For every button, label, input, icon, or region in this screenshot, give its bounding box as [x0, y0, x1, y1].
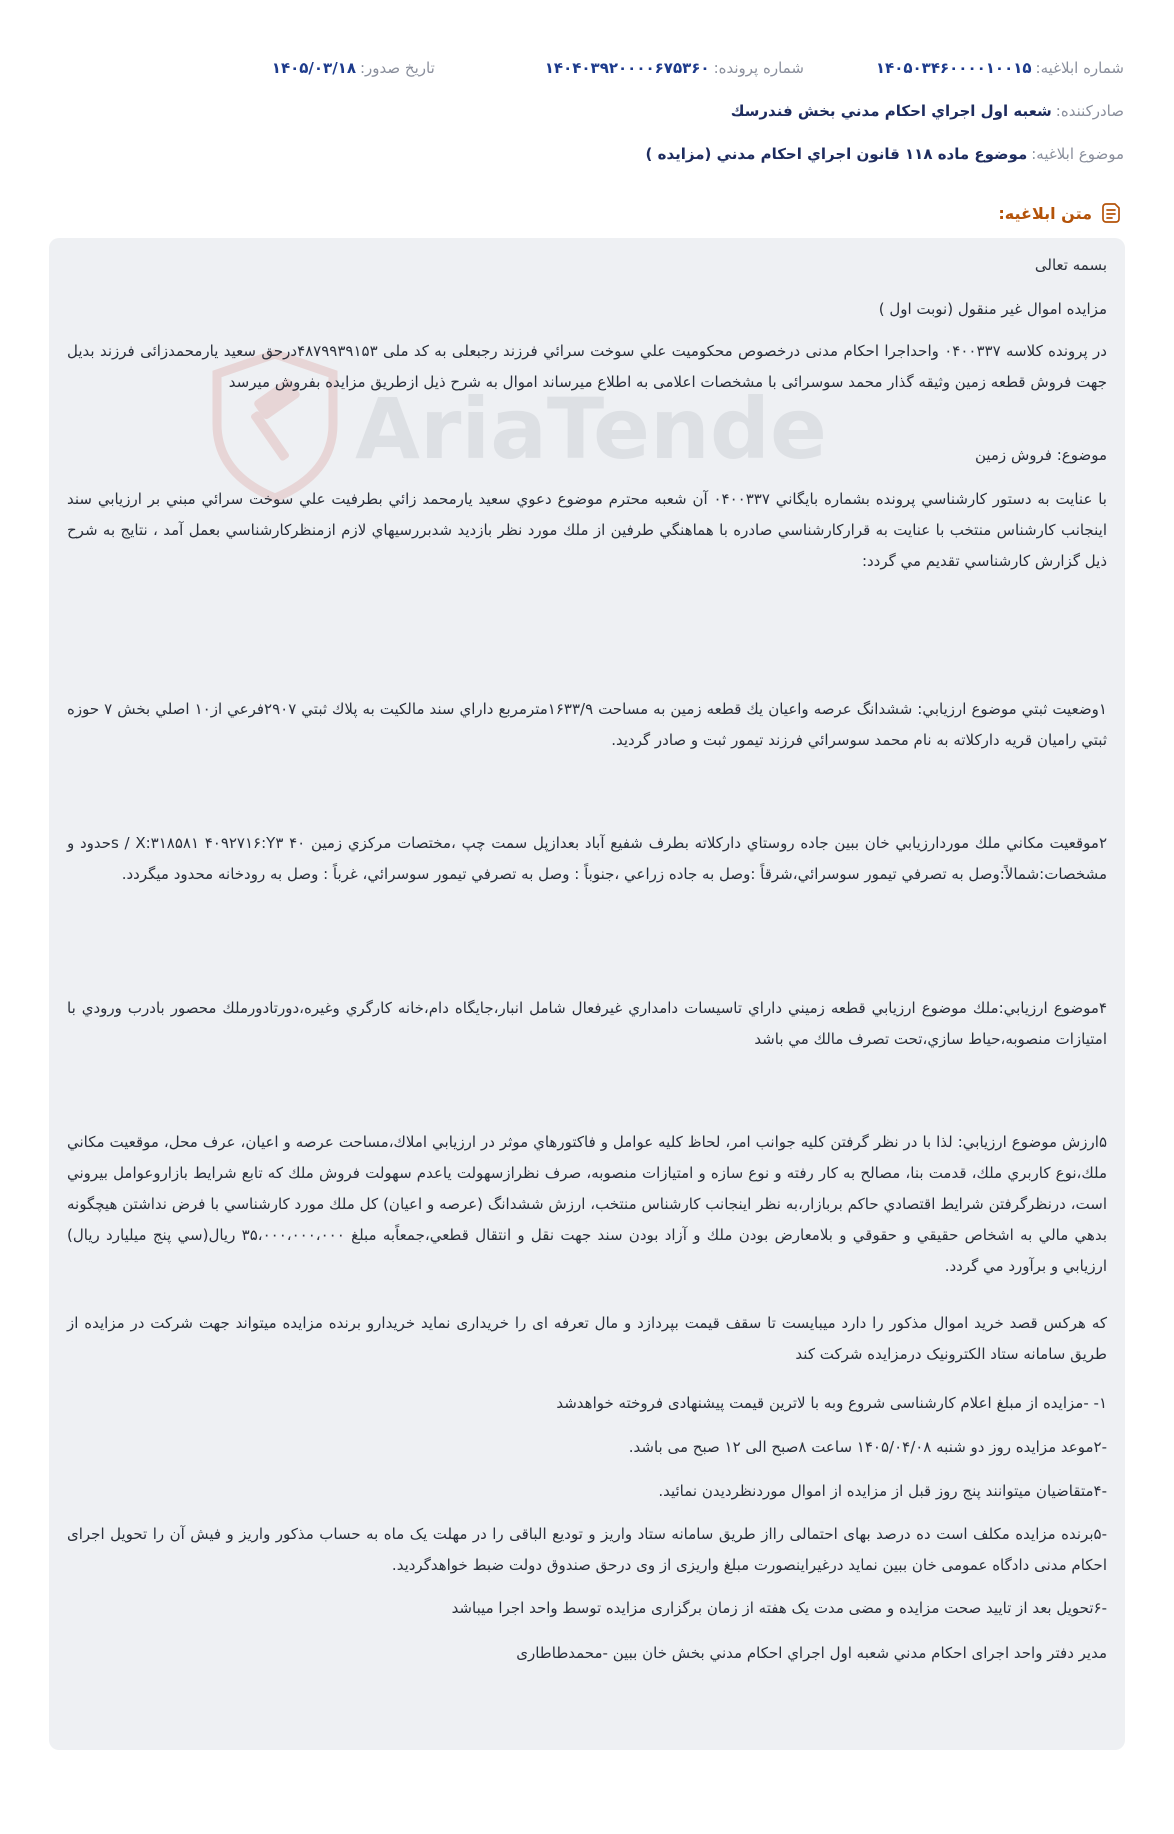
case-number-value: ۱۴۰۴۰۳۹۲۰۰۰۰۶۷۵۳۶۰: [544, 59, 710, 77]
notice-text-heading-label: متن ابلاغيه:: [998, 203, 1092, 223]
paragraph-property-description: ۴موضوع ارزيابي:ملك موضوع ارزيابي قطعه زميني داراي تاسيسات دامداري غيرفعال شامل انبار،جايگاه دام،خانه كارگري وغيره،دورتادورملك محصور بادرب ورودي با امتيازات منصوبه،حياط سازي،تحت تصرف مالك مي باشد: [67, 999, 1107, 1048]
paragraph-signature: مدیر دفتر واحد اجرای احکام مدني شعبه اول اجراي احكام مدني بخش خان ببين -محمدطاطاری: [516, 1644, 1107, 1662]
notice-number-value: ۱۴۰۵۰۳۴۶۰۰۰۰۱۰۰۱۵: [875, 59, 1032, 77]
notice-meta-row: [50, 53, 1124, 83]
subject-row: [50, 139, 1124, 169]
document-text-icon: [1100, 201, 1124, 225]
subject-label: موضوع ابلاغيه:: [1031, 145, 1124, 163]
paragraph-rule-5: -۵برنده مزایده مکلف است ده درصد بهای احتمالی رااز طریق سامانه ستاد واریز و تودیع الباقی را در مهلت یک ماه به حساب مذکور واریز و فیش آن را تحویل اجرای احکام مدنی دادگاه عمومی خان ببین نماید درغیراینصورت مبلغ واریزی از وی درحق صندوق دولت ضبط خواهدگردید.: [67, 1525, 1107, 1574]
paragraph-basmala: بسمه تعالی: [1034, 256, 1107, 274]
issuer-row: [50, 96, 1124, 126]
paragraph-auction-title: مزایده اموال غیر منقول (نوبت اول ): [878, 300, 1107, 318]
subject-value: موضوع ماده ۱۱۸ قانون اجراي احكام مدني (مزايده ): [645, 145, 1028, 163]
notice-number: [876, 59, 1124, 77]
paragraph-subject: موضوع: فروش زمين: [974, 446, 1107, 464]
watermark-text: AriaTende: [355, 380, 825, 478]
notice-body: [49, 238, 1125, 1750]
paragraph-rule-4: -۴متقاضیان میتوانند پنج روز قبل از مزایده از اموال موردنظردیدن نمائید.: [658, 1482, 1107, 1500]
case-number-label: شماره پرونده:: [713, 59, 804, 77]
paragraph-expert-intro: با عنايت به دستور كارشناسي پرونده بشماره بايگاني ۰۴۰۰۳۳۷ آن شعبه محترم موضوع دعوي سعيد يارمحمد زائي بطرفيت علي سوخت سرائي مبني بر ارزيابي سند اينجانب كارشناس منتخب با عنايت به قراركارشناسي صادره با هماهنگي طرفين از ملك مورد نظر بازديد شدبررسيهاي لازم ازمنظركارشناسي بعمل آمد ، نتايج به شرح ذيل گزارش كارشناسي تقديم مي گردد:: [67, 490, 1107, 570]
paragraph-rule-6: -۶تحویل بعد از تایید صحت مزایده و مضی مدت یک هفته از زمان برگزاری مزایده توسط واحد اجرا میباشد: [451, 1599, 1107, 1617]
notice-text-heading: [998, 198, 1124, 228]
issue-date-label: تاريخ صدور:: [360, 59, 435, 77]
paragraph-rule-2: -۲موعد مزایده روز دو شنبه ۱۴۰۵/۰۴/۰۸ ساعت ۸صبح الی ۱۲ صبح می باشد.: [628, 1438, 1107, 1456]
paragraph-rule-1: ۱- -مزایده از مبلغ اعلام کارشناسی شروع وبه با لاترین قیمت پیشنهادی فروخته خواهدشد: [556, 1394, 1107, 1412]
paragraph-case-intro: در پرونده کلاسه ۰۴۰۰۳۳۷ واحداجرا احکام مدنی درخصوص محکومیت علي سوخت سرائي فرزند رجبعلی به کد ملی ۴۸۷۹۹۳۹۱۵۳درحق سعید یارمحمدزائی فرزند بدیل جهت فروش قطعه زمین وثیقه گذار محمد سوسرائی با مشخصات اعلامی به اطلاع میرساند اموال به شرح ذیل ازطریق مزایده بفروش میرسد: [67, 342, 1107, 391]
paragraph-valuation: ۵ارزش موضوع ارزيابي: لذا با در نظر گرفتن كليه جوانب امر، لحاظ كليه عوامل و فاكتورهاي موثر در ارزيابي املاك،مساحت عرصه و اعيان، عرف محل، موقعيت مكاني ملك،نوع كاربري ملك، قدمت بنا، مصالح به كار رفته و نوع سازه و امتيازات منصوبه، صرف نظرازسهولت ياعدم سهولت فروش ملك كه تابع شرايط بازاروعوامل بيروني است، درنظرگرفتن شرايط اقتصادي حاكم بربازار،به نظر اينجانب كارشناس منتخب، ارزش ششدانگ (عرصه و اعيان) كل ملك مورد كارشناسي با فرض نداشتن هيچگونه بدهي مالي به اشخاص حقيقي و حقوقي و بلامعارض بودن ملك و آزاد بودن سند جهت نقل و انتقال قطعي،جمعاًبه مبلغ ۳۵،۰۰۰،۰۰۰،۰۰۰ ريال(سي پنج ميليارد ريال) ارزيابي و برآورد مي گردد.: [67, 1133, 1107, 1275]
notice-number-label: شماره ابلاغيه:: [1035, 59, 1124, 77]
case-number: [545, 59, 804, 77]
paragraph-registration-status: ۱وضعيت ثبتي موضوع ارزيابي: ششدانگ عرصه واعيان يك قطعه زمين به مساحت ۱۶۳۳/۹مترمربع داراي سند مالكيت به پلاك ثبتي ۲۹۰۷فرعي از۱۰ اصلي بخش ۷ حوزه ثبتي راميان قريه داركلاته به نام محمد سوسرائي فرزند تيمور ثبت و صادر گرديد.: [67, 700, 1107, 749]
issue-date: [272, 59, 435, 77]
paragraph-location: ۲موقعيت مكاني ملك موردارزيابي خان ببين جاده روستاي داركلاته بطرف شفيع آباد بعدازپل سمت چپ ،مختصات مركزي زمين ۴۰ s / X:۳۱۸۵۸۱ ۴۰۹۲۷۱۶:Y۳حدود و مشخصات:شمالاً:وصل به تصرفي تيمور سوسرائي،شرقاً :وصل به جاده زراعي ،جنوباً : وصل به تصرفي تيمور سوسرائي، غرباً : وصل به رودخانه محدود ميگردد.: [67, 834, 1107, 883]
issue-date-value: ۱۴۰۵/۰۳/۱۸: [271, 59, 356, 77]
paragraph-purchase-terms: که هرکس قصد خرید اموال مذکور را دارد میبایست تا سقف قیمت بپردازد و مال تعرفه ای را خریداری نماید خریدارو برنده مزایده میتواند جهت شرکت در مزایده از طریق سامانه ستاد الکترونیک درمزایده شرکت کند: [67, 1314, 1107, 1363]
issuer-label: صادرکننده:: [1055, 102, 1124, 120]
issuer-value: شعبه اول اجراي احكام مدني بخش فندرسك: [730, 102, 1052, 120]
